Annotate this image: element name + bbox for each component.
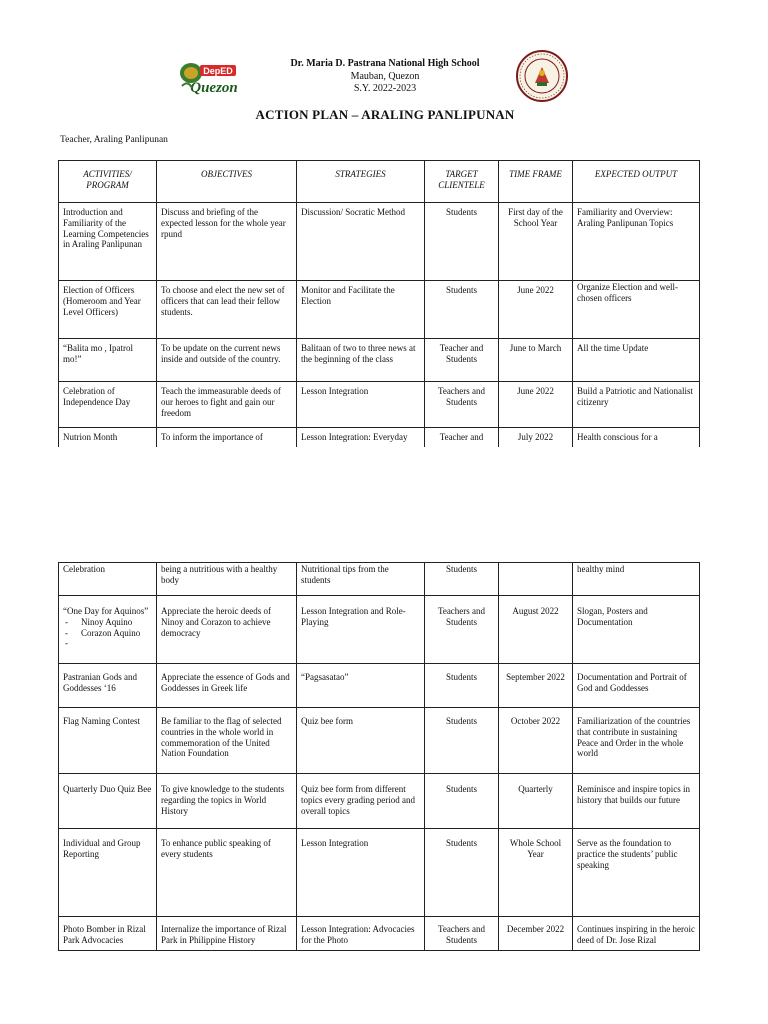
cell-objectives: To inform the importance of	[157, 428, 297, 447]
cell-activity: Individual and Group Reporting	[59, 829, 157, 917]
cell-activity: Pastranian Gods and Goddesses ‘16	[59, 664, 157, 708]
cell-time-frame: July 2022	[499, 428, 573, 447]
cell-clientele: Teacher and Students	[425, 339, 499, 382]
cell-strategies: Lesson Integration: Advocacies for the Photo	[297, 917, 425, 951]
cell-output: Slogan, Posters and Documentation	[573, 596, 700, 664]
cell-clientele: Students	[425, 664, 499, 708]
table-row	[59, 382, 700, 428]
cell-clientele: Teachers and Students	[425, 382, 499, 428]
cell-activity: Photo Bomber in Rizal Park Advocacies	[59, 917, 157, 951]
svg-text:DepED: DepED	[203, 66, 233, 76]
header-objectives: OBJECTIVES	[157, 161, 297, 203]
cell-strategies: Monitor and Facilitate the Election	[297, 281, 425, 339]
cell-strategies: Quiz bee form from different topics every grading period and overall topics	[297, 774, 425, 829]
cell-clientele: Students	[425, 203, 499, 281]
cell-activity: “Balita mo , Ipatrol mo!”	[59, 339, 157, 382]
cell-objectives: Be familiar to the flag of selected countries in the whole world in commemoration of the United Nation Foundation	[157, 708, 297, 774]
school-year: S.Y. 2022-2023	[353, 83, 417, 94]
cell-strategies: Balitaan of two to three news at the beginning of the class	[297, 339, 425, 382]
cell-activity: Nutrion Month	[59, 428, 157, 447]
svg-text:Quezon: Quezon	[190, 80, 238, 96]
table-row	[59, 563, 700, 596]
table-row	[59, 596, 700, 664]
list-item: - Ninoy Aquino	[63, 617, 152, 628]
cell-time-frame: Whole School Year	[499, 829, 573, 917]
action-plan-table-page-1	[58, 160, 700, 447]
school-name: Dr. Maria D. Pastrana National High School	[290, 58, 480, 69]
document-header	[0, 0, 768, 145]
table-row	[59, 203, 700, 281]
activity-title: “One Day for Aquinos”	[63, 606, 149, 616]
cell-objectives: being a nutritious with a healthy body	[157, 563, 297, 596]
cell-activity: Quarterly Duo Quiz Bee	[59, 774, 157, 829]
table-row	[59, 917, 700, 951]
cell-strategies: Discussion/ Socratic Method	[297, 203, 425, 281]
cell-output: Familiarization of the countries that contribute in sustaining Peace and Order in the whole world	[573, 708, 700, 774]
header-activities: ACTIVITIES/ PROGRAM	[59, 161, 157, 203]
cell-objectives: To choose and elect the new set of officers that can lead their fellow students.	[157, 281, 297, 339]
cell-strategies: Nutritional tips from the students	[297, 563, 425, 596]
cell-time-frame: October 2022	[499, 708, 573, 774]
header-strategies: STRATEGIES	[297, 161, 425, 203]
cell-strategies: Lesson Integration	[297, 829, 425, 917]
table-row	[59, 829, 700, 917]
cell-clientele: Students	[425, 281, 499, 339]
cell-objectives: To give knowledge to the students regarding the topics in World History	[157, 774, 297, 829]
cell-clientele: Teachers and Students	[425, 596, 499, 664]
page-title: ACTION PLAN – ARALING PANLIPUNAN	[255, 107, 515, 122]
table-row	[59, 664, 700, 708]
cell-objectives: Appreciate the essence of Gods and Goddesses in Greek life	[157, 664, 297, 708]
cell-output: Documentation and Portrait of God and Goddesses	[573, 664, 700, 708]
cell-strategies: Lesson Integration and Role-Playing	[297, 596, 425, 664]
cell-objectives: Discuss and briefing of the expected lesson for the whole year rpund	[157, 203, 297, 281]
cell-clientele: Teacher and	[425, 428, 499, 447]
cell-activity: Flag Naming Contest	[59, 708, 157, 774]
cell-strategies: Quiz bee form	[297, 708, 425, 774]
cell-strategies: Lesson Integration: Everyday	[297, 428, 425, 447]
cell-time-frame: June to March	[499, 339, 573, 382]
cell-output: Health conscious for a	[573, 428, 700, 447]
cell-objectives: To be update on the current news inside and outside of the country.	[157, 339, 297, 382]
table-row	[59, 774, 700, 829]
cell-activity: Celebration of Independence Day	[59, 382, 157, 428]
aquino-names-list	[63, 617, 152, 639]
table-row	[59, 428, 700, 447]
table-header-row	[59, 161, 700, 203]
school-seal	[515, 49, 569, 103]
action-plan-table-page-2	[58, 562, 700, 951]
cell-strategies: “Pagsasatao”	[297, 664, 425, 708]
cell-output: Continues inspiring in the heroic deed of Dr. Jose Rizal	[573, 917, 700, 951]
cell-activity: Celebration	[59, 563, 157, 596]
cell-strategies: Lesson Integration	[297, 382, 425, 428]
cell-objectives: Internalize the importance of Rizal Park in Philippine History	[157, 917, 297, 951]
deped-quezon-logo	[176, 56, 244, 100]
cell-time-frame: December 2022	[499, 917, 573, 951]
table-row	[59, 339, 700, 382]
cell-objectives: To enhance public speaking of every students	[157, 829, 297, 917]
teacher-line: Teacher, Araling Panlipunan	[60, 135, 168, 145]
cell-output: healthy mind	[573, 563, 700, 596]
header-time-frame: TIME FRAME	[499, 161, 573, 203]
cell-output: All the time Update	[573, 339, 700, 382]
cell-output: Reminisce and inspire topics in history that builds our future	[573, 774, 700, 829]
cell-time-frame: Quarterly	[499, 774, 573, 829]
table-row	[59, 281, 700, 339]
cell-time-frame: September 2022	[499, 664, 573, 708]
cell-objectives: Appreciate the heroic deeds of Ninoy and Corazon to achieve democracy	[157, 596, 297, 664]
cell-clientele: Teachers and Students	[425, 917, 499, 951]
cell-time-frame: August 2022	[499, 596, 573, 664]
cell-output: Familiarity and Overview: Araling Panlipunan Topics	[573, 203, 700, 281]
header-target-clientele: TARGET CLIENTELE	[425, 161, 499, 203]
cell-output: Serve as the foundation to practice the students’ public speaking	[573, 829, 700, 917]
cell-clientele: Students	[425, 774, 499, 829]
school-address: Mauban, Quezon	[350, 71, 420, 82]
cell-time-frame: June 2022	[499, 281, 573, 339]
cell-time-frame	[499, 563, 573, 596]
cell-clientele: Students	[425, 563, 499, 596]
cell-activity	[59, 596, 157, 664]
cell-clientele: Students	[425, 708, 499, 774]
cell-activity: Election of Officers (Homeroom and Year Level Officers)	[59, 281, 157, 339]
header-expected-output: EXPECTED OUTPUT	[573, 161, 700, 203]
cell-activity: Introduction and Familiarity of the Learning Competencies in Araling Panlipunan	[59, 203, 157, 281]
cell-output: Build a Patriotic and Nationalist citizenry	[573, 382, 700, 428]
cell-time-frame: First day of the School Year	[499, 203, 573, 281]
list-item: - Corazon Aquino	[63, 628, 152, 639]
cell-objectives: Teach the immeasurable deeds of our heroes to fight and gain our freedom	[157, 382, 297, 428]
cell-output: Organize Election and well-chosen officers	[573, 281, 700, 339]
table-row	[59, 708, 700, 774]
cell-clientele: Students	[425, 829, 499, 917]
cell-time-frame: June 2022	[499, 382, 573, 428]
